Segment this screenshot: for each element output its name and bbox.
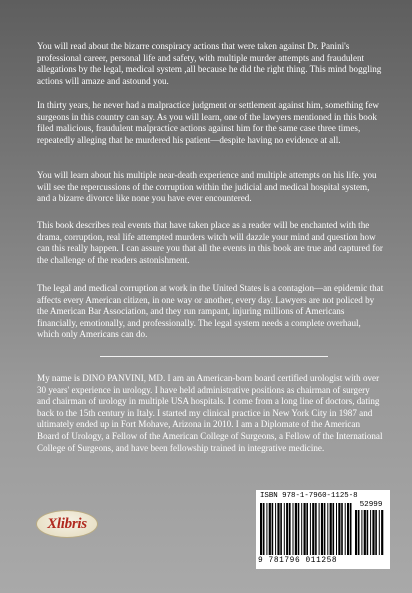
ean-digits-label: 9 781796 011258	[258, 557, 338, 565]
section-divider	[100, 356, 328, 357]
price-code-label: 52999	[359, 501, 383, 509]
ean-barcode-bars	[260, 503, 352, 555]
author-bio-paragraph: My name is DINO PANVINI, MD. I am an American-born board certified urologist with over 30 years' experience in urology. I have held administrative positions as chairman of surgery and chairman of urology in multiple USA hospitals. I come from a long line of doctors, dating back to the 15th century in Italy. I started my clinical practice in New York City in 1987 and ultimately ended up in Fort Mohave, Arizona in 2010. I am a Diplomate of the American Board of Urology, a Fellow of the American College of Surgeons, a Fellow of the International College of Surgeons, and have been fellowship trained in integrative medicine.	[37, 373, 383, 453]
isbn-barcode	[256, 490, 390, 569]
price-barcode-bars	[355, 510, 385, 555]
blurb-paragraph-2: In thirty years, he never had a malpractice judgment or settlement against him, something few surgeons in this country can say. As you will learn, one of the lawyers mentioned in this book filed malicious, fraudulent malpractice actions against him for the same case three times, repeatedly alleging that he murdered his patient—despite having no evidence at all.	[37, 100, 379, 145]
blurb-paragraph-5: The legal and medical corruption at work in the United States is a contagion—an epidemic that affects every American citizen, in one way or another, every day. Lawyers are not policed by the American Bar Association, and they run rampant, injuring millions of Americans financially, emotionally, and professionally. The legal system needs a complete overhaul, which only Americans can do.	[37, 283, 384, 340]
publisher-logo-text: Xlibris	[47, 515, 87, 532]
blurb-paragraph-3: You will learn about his multiple near-death experience and multiple attempts on his life. you will see the repercussions of the corruption within the judicial and medical hospital system, and a bizarre divorce like none you have ever encountered.	[37, 170, 377, 204]
blurb-paragraph-4: This book describes real events that have taken place as a reader will be enchanted with the drama, corruption, real life attempted murders witch will dazzle your mind and question how can this really happen. I can assure you that all the events in this book are true and captured for the challenge of the readers astonishment.	[37, 220, 383, 265]
blurb-paragraph-1: You will read about the bizarre conspiracy actions that were taken against Dr. Panini's professional career, personal life and safety, with multiple murder attempts and fraudulent allegations by the legal, medical system ,all because he did the right thing. This mind boggling actions will amaze and astound you.	[37, 41, 382, 86]
publisher-logo	[36, 510, 98, 538]
isbn-label: ISBN 978-1-7960-1125-8	[260, 492, 358, 500]
